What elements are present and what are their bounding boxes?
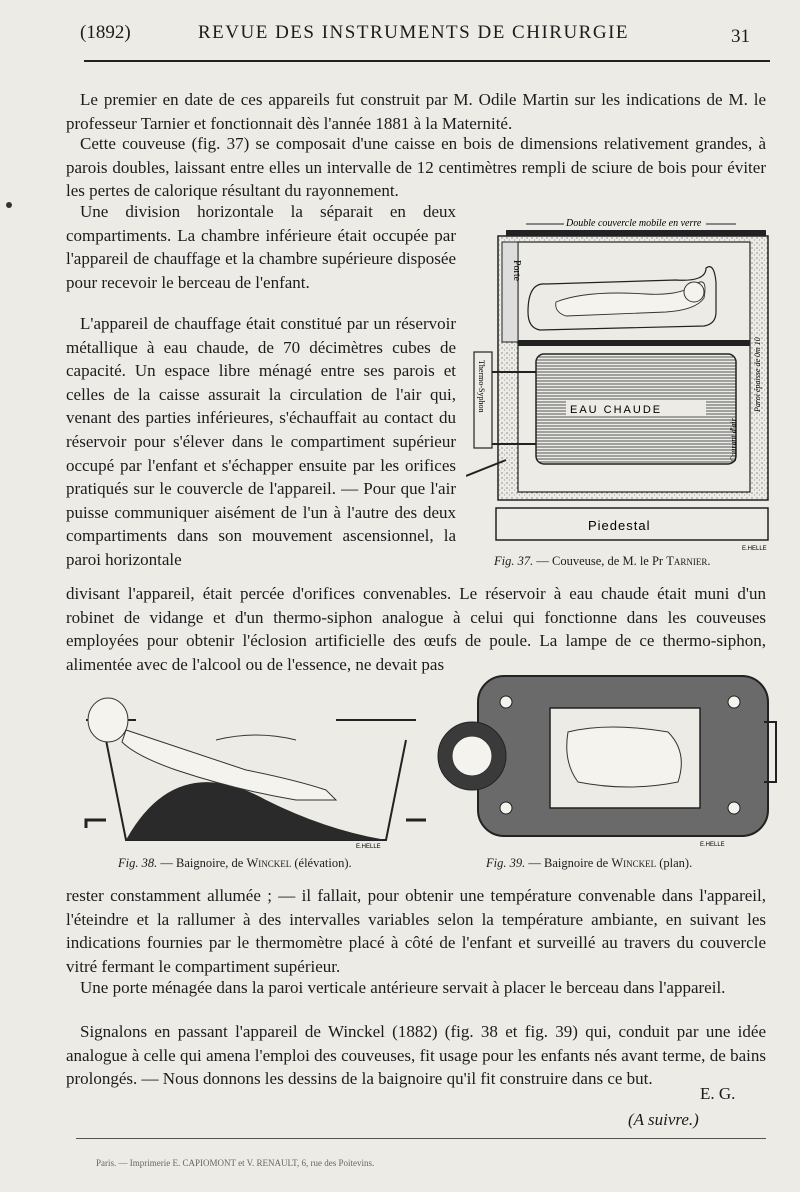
header-rule: [84, 60, 770, 62]
glass-lid: [506, 230, 766, 236]
figure-39-bathtub-plan: [428, 672, 778, 852]
paragraph-5: rester constamment allumée ; — il fallait, pour obtenir une température convenable dans l'appareil, l'éteindre et la rallumer à des intervalles variables selon la température ambiante, en suivant les indications fournies par le thermomètre placé à côté de l'enfant et surveillé au travers du couvercle vitré fermant le compartiment supérieur.: [66, 886, 766, 976]
paragraph-4: L'appareil de chauffage était constitué par un réservoir métallique à eau chaude, de 70 décimètres cubes de capacité. Un espace libre ménagé entre ses parois et celles de la caisse assurait la circulation de l'air qui, venant des parties inférieures, s'échauffait au contact du réservoir pour s'élever dans le compartiment supérieur occupé par l'enfant et s'échapper ensuite par les orifices pratiqués sur le couvercle de l'appareil. — Pour que l'air puisse communiquer aisément de l'un à l'autre des deux compartiments dans son mouvement ascensionnel, la paroi horizontale: [66, 314, 456, 569]
author-signature: E. G.: [700, 1084, 736, 1103]
label-air-current: Courant d'air: [729, 418, 738, 462]
figure-38-caption: Fig. 38. — Baignoire, de Winckel (élévation).: [118, 856, 352, 870]
paragraph-4-continued: divisant l'appareil, était percée d'orifices convenables. Le réservoir à eau chaude était muni d'un robinet de vidange et d'un thermo-siphon analogue à celui qui fonctionne dans les couveuses employées pour obtenir l'éclosion artificielle des œufs de poule. La lampe de ce thermo-siphon, alimentée avec de l'alcool ou de l'essence, ne devait pas: [66, 584, 766, 674]
to-be-continued: (A suivre.): [628, 1110, 699, 1129]
page-number: 31: [731, 26, 750, 47]
engraver-mark-38: E.HELLE: [356, 844, 381, 850]
figure-37-caption: Fig. 37. — Couveuse, de M. le Pr Tarnier.: [494, 554, 711, 568]
figure-38-bathtub-elevation: [66, 690, 426, 850]
header-title: REVUE DES INSTRUMENTS DE CHIRURGIE: [198, 22, 629, 43]
incubator-diagram: [466, 212, 776, 552]
printer-imprint: Paris. — Imprimerie E. CAPIOMONT et V. RENAULT, 6, rue des Poitevins.: [96, 1158, 375, 1168]
label-hot-water: EAU CHAUDE: [570, 404, 663, 416]
header-year: (1892): [80, 22, 131, 43]
paragraph-6: Une porte ménagée dans la paroi verticale antérieure servait à placer le berceau dans l'appareil.: [80, 978, 726, 997]
label-pedestal: Piedestal: [588, 518, 651, 533]
paragraph-1: Le premier en date de ces appareils fut construit par M. Odile Martin sur les indications de M. le professeur Tarnier et fonctionnait dès l'année 1881 à la Maternité.: [66, 90, 766, 133]
footer-rule: [76, 1138, 766, 1139]
engraver-mark-37: E.HELLE: [742, 546, 767, 552]
bathtub-plan-drawing: [428, 672, 778, 852]
infant-face: [452, 736, 492, 776]
label-double-lid: Double couvercle mobile en verre: [566, 218, 702, 229]
bathtub-elevation-drawing: [66, 690, 426, 850]
engraver-mark-39: E.HELLE: [700, 842, 725, 848]
running-header: [80, 22, 760, 52]
margin-mark: [6, 202, 12, 208]
paragraph-3: Une division horizontale la séparait en deux compartiments. La chambre inférieure était occupée par l'appareil de chauffage et la chambre supérieure disposée pour recevoir le berceau de l'enfant.: [66, 202, 456, 292]
label-thick-wall: Paroi épaisse de 0m 10: [753, 337, 762, 412]
infant-plan: [567, 727, 682, 787]
infant-head: [88, 698, 128, 742]
paragraph-2: Cette couveuse (fig. 37) se composait d'une caisse en bois de dimensions relativement grandes, à parois doubles, laissant entre elles un intervalle de 12 centimètres rempli de sciure de bois pour éviter les pertes de calorique résultant du rayonnement.: [66, 134, 766, 201]
label-door: Porte: [511, 260, 522, 282]
label-thermo-siphon: Thermo-Syphon: [477, 360, 486, 413]
paragraph-7: Signalons en passant l'appareil de Winckel (1882) (fig. 38 et fig. 39) qui, conduit par une idée analogue à celle qui amena l'emploi des couveuses, fit usage pour les enfants nés avant terme, de bains prolongés. — Nous donnons les dessins de la baignoire qu'il fit construire dans ce but.: [66, 1022, 766, 1089]
figure-37-incubator: [466, 212, 776, 552]
figure-39-caption: Fig. 39. — Baignoire de Winckel (plan).: [486, 856, 693, 870]
